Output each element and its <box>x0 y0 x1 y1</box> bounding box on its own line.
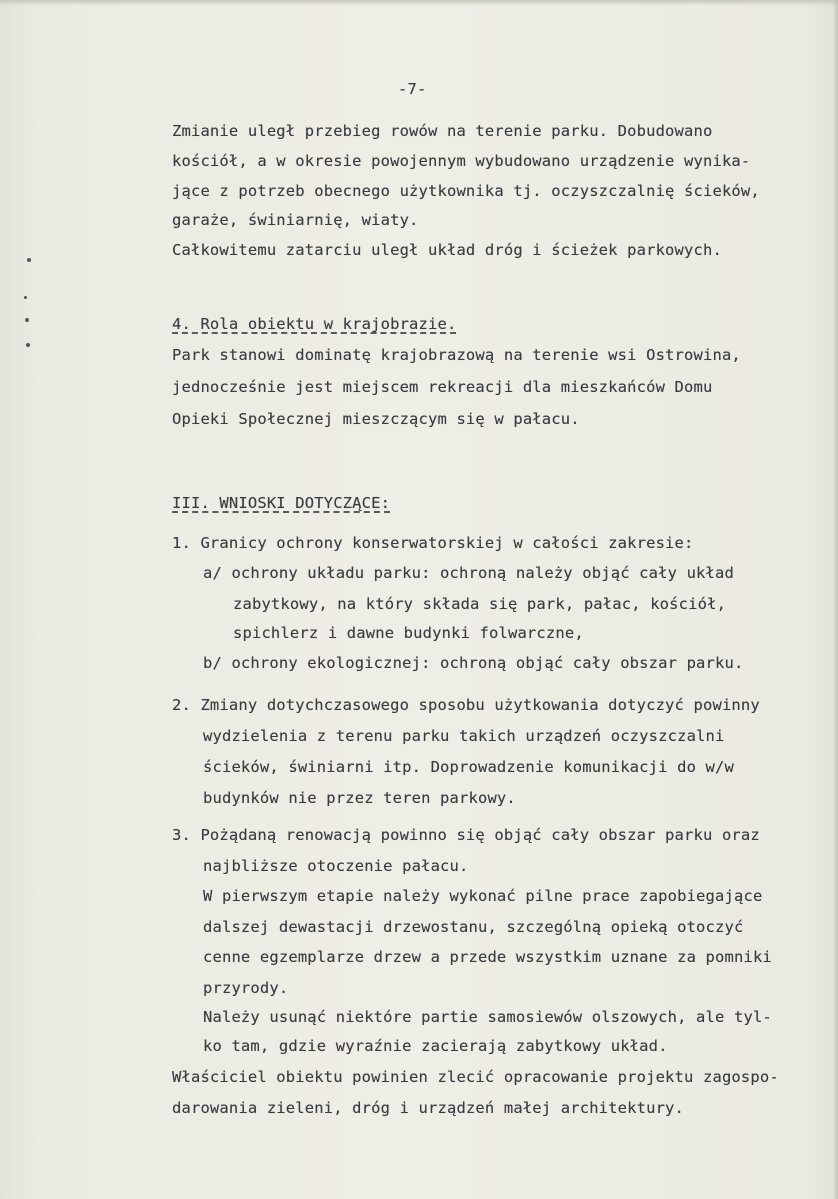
text-line: a/ ochrony układu parku: ochroną należy objąć cały układ <box>203 564 734 582</box>
text-line: Zmianie uległ przebieg rowów na terenie parku. Dobudowano <box>172 122 713 140</box>
list-item: 2. Zmiany dotychczasowego sposobu użytkowania dotyczyć powinny <box>172 696 760 714</box>
section-heading: 4. Rola obiektu w krajobrazie. <box>172 315 457 333</box>
text-line: dalszej dewastacji drzewostanu, szczególną opieką otoczyć <box>203 918 744 936</box>
text-line: wydzielenia z terenu parku takich urządzeń oczyszczalni <box>203 727 725 745</box>
text-line: zabytkowy, na który składa się park, pałac, kościół, <box>233 595 727 613</box>
page-edge-right <box>833 0 838 1199</box>
section-heading: III. WNIOSKI DOTYCZĄCE: <box>172 494 391 512</box>
text-line: budynków nie przez teren parkowy. <box>203 789 516 807</box>
binder-mark <box>26 343 30 347</box>
text-line: spichlerz i dawne budynki folwarczne, <box>233 624 584 642</box>
binder-mark <box>27 258 31 262</box>
text-line: cenne egzemplarze drzew a przede wszystkim uznane za pomniki <box>203 948 772 966</box>
text-line: Należy usunąć niektóre partie samosiewów olszowych, ale tyl- <box>203 1008 772 1026</box>
text-line: ko tam, gdzie wyraźnie zacierają zabytkowy układ. <box>203 1037 668 1055</box>
binder-mark <box>24 296 27 299</box>
text-line: kościół, a w okresie powojennym wybudowano urządzenie wynika- <box>172 152 751 170</box>
list-item: 1. Granicy ochrony konserwatorskiej w całości zakresie: <box>172 534 694 552</box>
text-line: jednocześnie jest miejscem rekreacji dla mieszkańców Domu <box>172 378 713 396</box>
text-line: W pierwszym etapie należy wykonać pilne prace zapobiegające <box>203 887 763 905</box>
binder-mark <box>25 318 29 322</box>
text-line: darowania zieleni, dróg i urządzeń małej architektury. <box>172 1099 685 1117</box>
page-edge-top <box>0 0 838 6</box>
text-line: garaże, świniarnię, wiaty. <box>172 211 419 229</box>
list-item: 3. Pożądaną renowacją powinno się objąć cały obszar parku oraz <box>172 826 760 844</box>
text-line: b/ ochrony ekologicznej: ochroną objąć cały obszar parku. <box>203 654 744 672</box>
text-line: przyrody. <box>203 979 289 997</box>
text-line: Właściciel obiektu powinien zlecić opracowanie projektu zagospo- <box>172 1068 779 1086</box>
text-line: Całkowitemu zatarciu uległ układ dróg i ścieżek parkowych. <box>172 241 722 259</box>
text-line: Opieki Społecznej mieszczącym się w pałacu. <box>172 410 580 428</box>
page-number: -7- <box>398 80 427 98</box>
text-line: Park stanowi dominatę krajobrazową na terenie wsi Ostrowina, <box>172 346 741 364</box>
text-line: najbliższe otoczenie pałacu. <box>203 857 469 875</box>
text-line: jące z potrzeb obecnego użytkownika tj. oczyszczalnię ścieków, <box>172 182 760 200</box>
text-line: ścieków, świniarni itp. Doprowadzenie komunikacji do w/w <box>203 758 734 776</box>
